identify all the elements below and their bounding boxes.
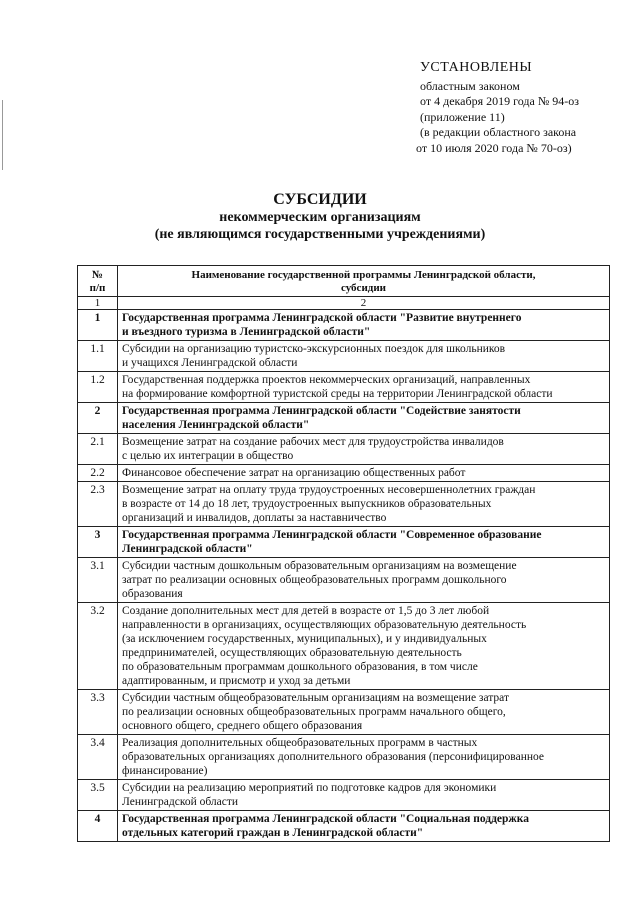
row-name: Реализация дополнительных общеобразовательных программ в частных образовательных организациях дополнительного образования (персонифицированное финансирование)	[118, 735, 610, 780]
row-number: 2	[78, 403, 118, 434]
subsidy-row	[78, 372, 610, 403]
column-index: 1	[78, 297, 118, 310]
approval-line: (приложение 11)	[420, 109, 505, 124]
row-number: 4	[78, 811, 118, 842]
row-name: Государственная программа Ленинградской области "Социальная поддержка отдельных категорий граждан в Ленинградской области"	[118, 811, 610, 842]
program-row	[78, 403, 610, 434]
header-number: № п/п	[78, 266, 118, 297]
row-name: Возмещение затрат на оплату труда трудоустроенных несовершеннолетних граждан в возрасте от 14 до 18 лет, трудоустроенных выпускников образовательных организаций и инвалидов, доплаты за наставничество	[118, 482, 610, 527]
document-subtitle-note: (не являющимся государственными учреждениями)	[154, 227, 486, 242]
row-number: 3.5	[78, 780, 118, 811]
document-title: СУБСИДИИ	[273, 191, 367, 208]
subsidy-row	[78, 482, 610, 527]
approval-line: от 10 июля 2020 года № 70-оз)	[416, 140, 572, 155]
subsidy-row	[78, 465, 610, 482]
document-title-block	[0, 190, 640, 243]
row-number: 2.2	[78, 465, 118, 482]
approval-heading: УСТАНОВЛЕНЫ	[420, 60, 533, 75]
row-name: Субсидии частным общеобразовательным организациям на возмещение затрат по реализации основных общеобразовательных программ начального общего, основного общего, среднего общего образования	[118, 690, 610, 735]
program-row	[78, 310, 610, 341]
row-number: 1.2	[78, 372, 118, 403]
row-name: Субсидии частным дошкольным образовательным организациям на возмещение затрат по реализации основных общеобразовательных программ дошкольного образования	[118, 558, 610, 603]
row-number: 3.1	[78, 558, 118, 603]
subsidy-row	[78, 690, 610, 735]
header-name: Наименование государственной программы Ленинградской области, субсидии	[118, 266, 610, 297]
subsidy-row	[78, 434, 610, 465]
row-number: 1	[78, 310, 118, 341]
row-name: Субсидии на реализацию мероприятий по подготовке кадров для экономики Ленинградской области	[118, 780, 610, 811]
row-name: Государственная программа Ленинградской области "Содействие занятости населения Ленинградской области"	[118, 403, 610, 434]
row-number: 3.2	[78, 603, 118, 690]
column-index: 2	[118, 297, 610, 310]
column-index-row	[78, 297, 610, 310]
subsidy-row	[78, 735, 610, 780]
row-number: 3.4	[78, 735, 118, 780]
approval-line: областным законом	[420, 78, 520, 93]
row-name: Создание дополнительных мест для детей в возрасте от 1,5 до 3 лет любой направленности в организациях, осуществляющих образовательную деятельность (за исключением государственных, муниципальных), и у индивидуальных предпринимателей, осуществляющих образовательную деятельность по образовательным программам дошкольного образования, в том числе адаптированным, и присмотр и уход за детьми	[118, 603, 610, 690]
subsidy-row	[78, 603, 610, 690]
scan-edge-mark	[2, 100, 3, 170]
row-number: 1.1	[78, 341, 118, 372]
document-subtitle: некоммерческим организациям	[219, 210, 421, 225]
program-row	[78, 811, 610, 842]
row-number: 2.3	[78, 482, 118, 527]
approval-line: (в редакции областного закона	[420, 125, 577, 139]
table-header-row	[78, 266, 610, 297]
approval-block	[416, 60, 625, 156]
row-name: Государственная программа Ленинградской области "Современное образование Ленинградской области"	[118, 527, 610, 558]
approval-line: от 4 декабря 2019 года № 94-оз	[420, 94, 580, 108]
table-body	[78, 310, 610, 842]
row-name: Государственная поддержка проектов некоммерческих организаций, направленных на формирование комфортной туристской среды на территории Ленинградской области	[118, 372, 610, 403]
row-name: Финансовое обеспечение затрат на организацию общественных работ	[118, 465, 610, 482]
row-name: Субсидии на организацию туристско-экскурсионных поездок для школьников и учащихся Ленинградской области	[118, 341, 610, 372]
subsidy-row	[78, 558, 610, 603]
program-row	[78, 527, 610, 558]
row-name: Возмещение затрат на создание рабочих мест для трудоустройства инвалидов с целью их интеграции в общество	[118, 434, 610, 465]
subsidy-row	[78, 341, 610, 372]
subsidies-table	[77, 265, 610, 842]
row-name: Государственная программа Ленинградской области "Развитие внутреннего и въездного туризма в Ленинградской области"	[118, 310, 610, 341]
row-number: 2.1	[78, 434, 118, 465]
row-number: 3.3	[78, 690, 118, 735]
row-number: 3	[78, 527, 118, 558]
subsidy-row	[78, 780, 610, 811]
